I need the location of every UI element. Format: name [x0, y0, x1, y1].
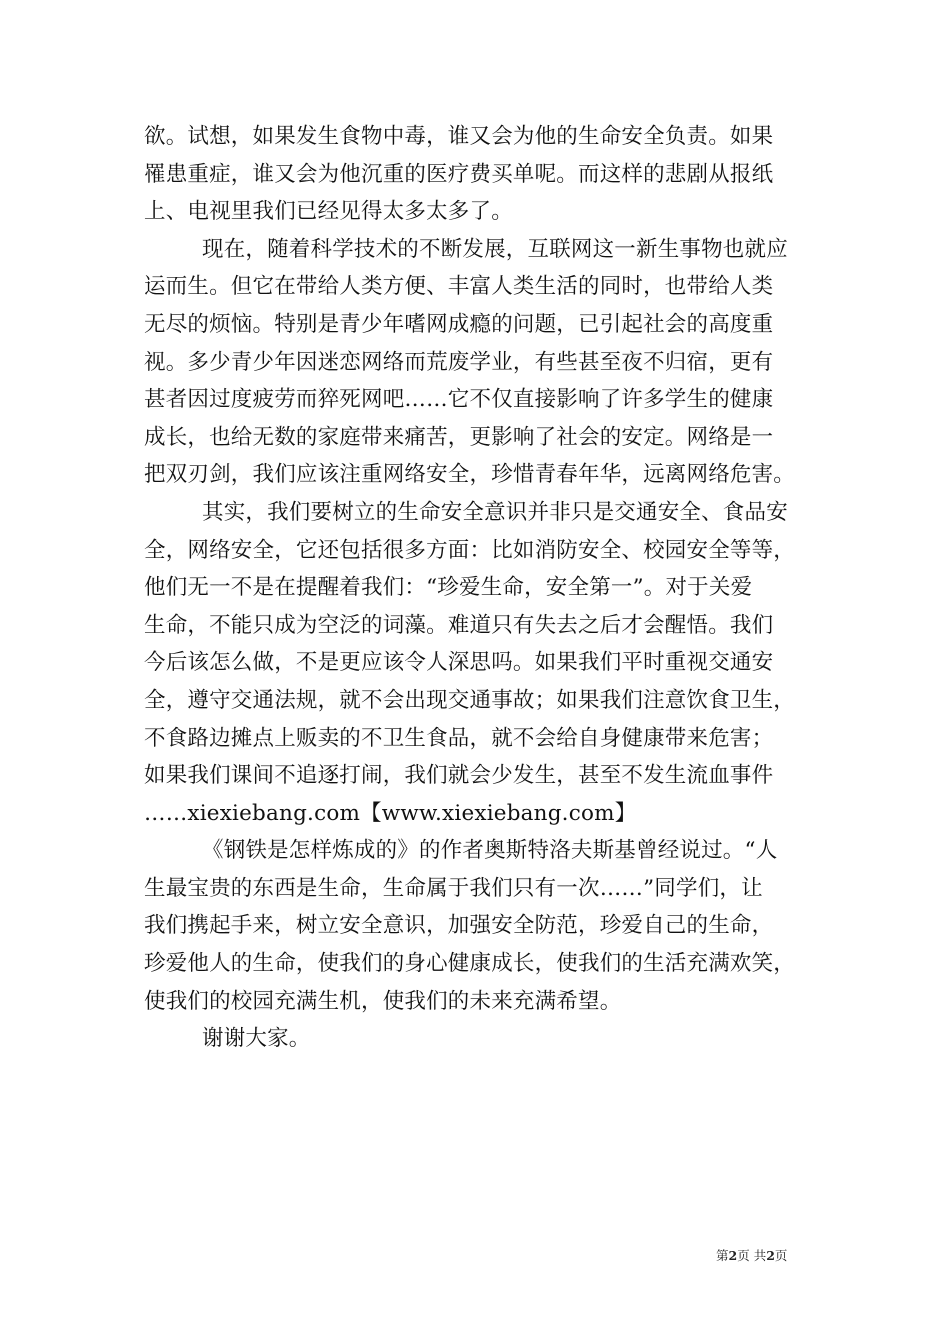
- paragraph: [144, 1020, 824, 1058]
- text-line: 珍爱他人的生命，使我们的身心健康成长，使我们的生活充满欢笑，: [144, 951, 796, 977]
- text-line: 生命，不能只成为空泛的词藻。难道只有失去之后才会醒悟。我们: [144, 612, 774, 638]
- text-line: 不食路边摊点上贩卖的不卫生食品，就不会给自身健康带来危害；: [144, 725, 774, 751]
- paragraph: [144, 832, 824, 1020]
- document-body: [144, 118, 824, 1058]
- text-line: 今后该怎么做，不是更应该令人深思吗。如果我们平时重视交通安: [144, 650, 774, 676]
- text-line: 全，网络安全，它还包括很多方面：比如消防安全、校园安全等等，: [144, 537, 796, 563]
- text-line: 视。多少青少年因迷恋网络而荒废学业，有些甚至夜不归宿，更有: [144, 349, 774, 375]
- text-line: 无尽的烦恼。特别是青少年嗜网成瘾的问题，已引起社会的高度重: [144, 311, 774, 337]
- text-line: 谢谢大家。: [202, 1026, 311, 1052]
- text-line: 全，遵守交通法规，就不会出现交通事故；如果我们注意饮食卫生，: [144, 687, 796, 713]
- text-line: 罹患重症，谁又会为他沉重的医疗费买单呢。而这样的悲剧从报纸: [144, 161, 774, 187]
- text-line: 《钢铁是怎样炼成的》的作者奥斯特洛夫斯基曾经说过。“人: [202, 838, 778, 864]
- footer-prefix: 第: [716, 1248, 729, 1263]
- text-line: 现在，随着科学技术的不断发展，互联网这一新生事物也就应: [202, 236, 788, 262]
- paragraph: [144, 118, 824, 231]
- text-line: 使我们的校园充满生机，使我们的未来充满希望。: [144, 988, 622, 1014]
- text-line: 把双刃剑，我们应该注重网络安全，珍惜青春年华，远离网络危害。: [144, 462, 796, 488]
- text-line: ……xiexiebang.com【www.xiexiebang.com】: [144, 800, 637, 826]
- paragraph: [144, 494, 824, 832]
- text-line: 其实，我们要树立的生命安全意识并非只是交通安全、食品安: [202, 499, 788, 525]
- text-line: 生最宝贵的东西是生命，生命属于我们只有一次……”同学们，让: [144, 875, 763, 901]
- text-line: 成长，也给无数的家庭带来痛苦，更影响了社会的安定。网络是一: [144, 424, 774, 450]
- total-pages-number: 2: [766, 1248, 775, 1263]
- page-footer: [716, 1248, 787, 1264]
- text-line: 运而生。但它在带给人类方便、丰富人类生活的同时，也带给人类: [144, 274, 774, 300]
- text-line: 如果我们课间不追逐打闹，我们就会少发生，甚至不发生流血事件: [144, 763, 774, 789]
- footer-middle: 页 共: [737, 1248, 767, 1263]
- text-line: 上、电视里我们已经见得太多太多了。: [144, 199, 513, 225]
- text-line: 他们无一不是在提醒着我们：“珍爱生命，安全第一”。对于关爱: [144, 575, 753, 601]
- text-line: 我们携起手来，树立安全意识，加强安全防范，珍爱自己的生命，: [144, 913, 774, 939]
- paragraph: [144, 231, 824, 494]
- text-line: 欲。试想，如果发生食物中毒，谁又会为他的生命安全负责。如果: [144, 124, 774, 149]
- footer-suffix: 页: [774, 1248, 788, 1263]
- text-line: 甚者因过度疲劳而猝死网吧……它不仅直接影响了许多学生的健康: [144, 387, 774, 413]
- current-page-number: 2: [728, 1248, 738, 1263]
